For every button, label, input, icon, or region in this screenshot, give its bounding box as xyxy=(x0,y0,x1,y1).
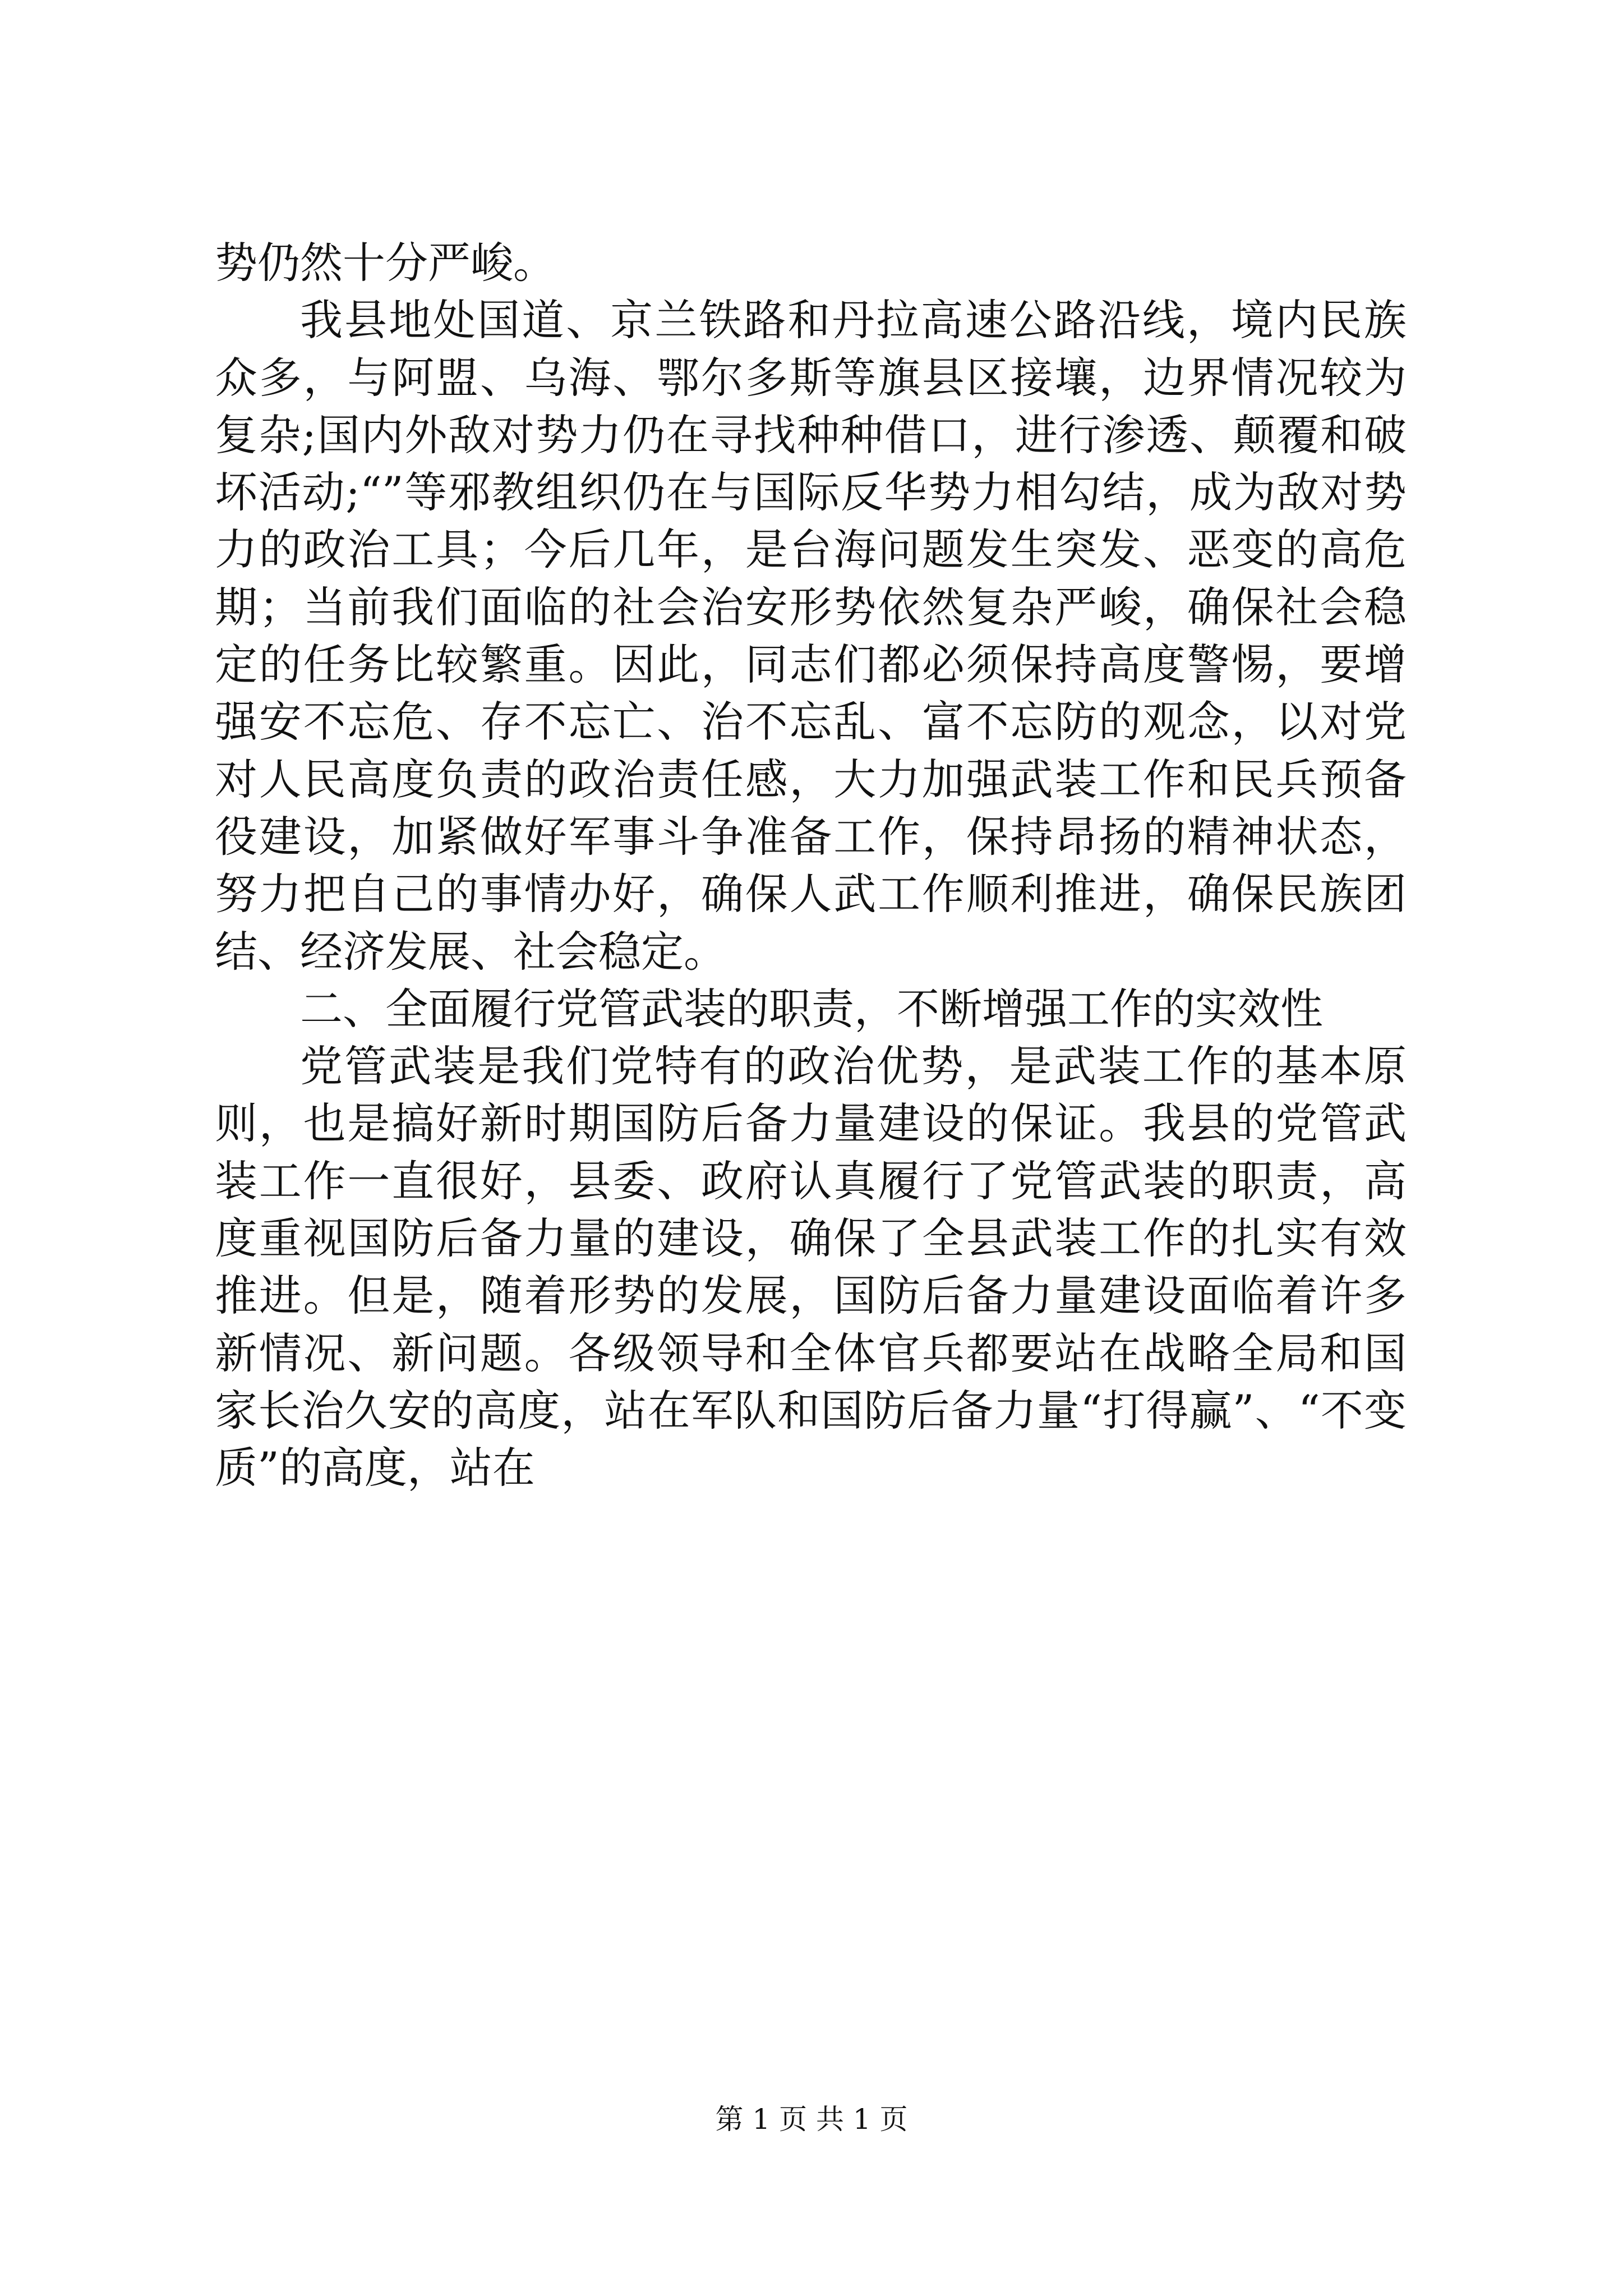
paragraph-security-situation: 我县地处国道、京兰铁路和丹拉高速公路沿线，境内民族众多，与阿盟、乌海、鄂尔多斯等旗县区接壤，边界情况较为复杂;国内外敌对势力仍在寻找种种借口，进行渗透、颠覆和破坏活动;“”等邪教组织仍在与国际反华势力相勾结，成为敌对势力的政治工具；今后几年，是台海问题发生突发、恶变的高危期；当前我们面临的社会治安形势依然复杂严峻，确保社会稳定的任务比较繁重。因此，同志们都必须保持高度警惕，要增强安不忘危、存不忘亡、治不忘乱、富不忘防的观念，以对党对人民高度负责的政治责任感，大力加强武装工作和民兵预备役建设，加紧做好军事斗争准备工作，保持昂扬的精神状态，努力把自己的事情办好，确保人武工作顺利推进，确保民族团结、经济发展、社会稳定。 xyxy=(215,295,1407,977)
paragraph-continuation: 势仍然十分严峻。 xyxy=(215,238,556,288)
document-body xyxy=(215,234,1407,1497)
section-heading: 二、全面履行党管武装的职责，不断增强工作的实效性 xyxy=(300,983,1323,1034)
page-footer: 第 1 页 共 1 页 xyxy=(715,2103,908,2136)
paragraph-party-armed-forces: 党管武装是我们党特有的政治优势，是武装工作的基本原则，也是搞好新时期国防后备力量建设的保证。我县的党管武装工作一直很好，县委、政府认真履行了党管武装的职责，高度重视国防后备力量的建设，确保了全县武装工作的扎实有效推进。但是，随着形势的发展，国防后备力量建设面临着许多新情况、新问题。各级领导和全体官兵都要站在战略全局和国家长治久安的高度，站在军队和国防后备力量“打得赢”、“不变质”的高度，站在 xyxy=(215,1041,1407,1493)
